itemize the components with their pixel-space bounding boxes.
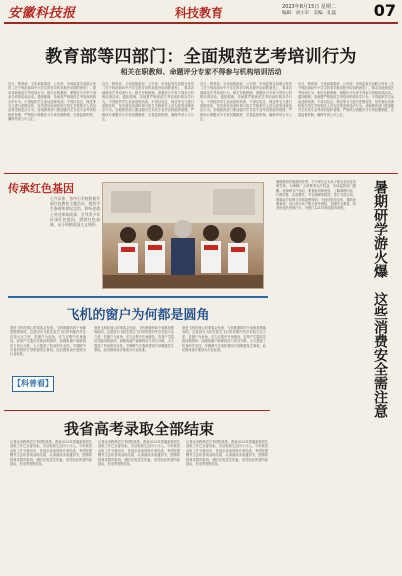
bottom-col-3: 记者从省教育招生考试院获悉，我省2023年普通高校招生录取工作已全部结束，共录取新生近四十万人。今年我省录取工作平稳有序，各批次录取均按计划完成。考试院提醒考生及时查询录取结果，认真阅读录取通知书，按照高校要求按时报到，谨防各类招生诈骗，切勿轻信所谓内部指标、补录等虚假信息。 [186,440,268,467]
vertical-title-1: 暑期研学游火爆 [372,180,388,278]
left-column-header: 传承红色基因 [8,182,74,195]
science-col-3: 乘坐飞机时细心的乘客会发现，飞机舷窗的四个角都是圆弧形的。这是因为飞机在高空飞行时机舱内外存在较大压力差，若窗户为直角，应力会集中在角落处，容易产生裂纹导致结构损坏；而圆角窗户能够将应力均匀分散，大大提高了机身的安全性。早期喷气式客机曾因方形舷窗发生事故，此后圆角设计便成为行业标准。 [182,326,266,353]
right-column-text: 暑期是研学旅游的旺季，不少家长会为孩子报名参加各类研学营。为保障广大消费者合法权益，市场监管部门提醒：选择研学产品时，要查验机构资质，了解课程内容、行程安排、住宿餐饮、安全保障等情况；签订书面合同，明确双方权利义务和退费规则；不轻信低价宣传，谨防虚假承诺；出行前为孩子购买意外保险，加强安全教育。如发现违法违规行为，可拨打12315热线投诉举报。 [276,180,356,211]
main-article-col-3: 近日，教育部、文化和旅游部、公安部、市场监管总局联合发布《关于规范面向中小学生的非学科类校外培训的意见》，要求各地规范艺考培训行为，相关在职教师、命题评分专家不得参与机构培训活动。通知强调，各地要严格规范艺考培训机构办学行为，不得组织学生参加违规培训，不得以包过、保过等名义进行虚假宣传，坚决查处培训机构与招生学校相关人员勾连等违规违法行为。各地教育部门要加强对艺术类专业考试的组织管理，严格执行命题评分专家回避制度，完善监督机制，确保考试公平公正。 [200,82,292,122]
main-article-col-4: 近日，教育部、文化和旅游部、公安部、市场监管总局联合发布《关于规范面向中小学生的非学科类校外培训的意见》，要求各地规范艺考培训行为，相关在职教师、命题评分专家不得参与机构培训活动。通知强调，各地要严格规范艺考培训机构办学行为，不得组织学生参加违规培训，不得以包过、保过等名义进行虚假宣传，坚决查处培训机构与招生学校相关人员勾连等违规违法行为。各地教育部门要加强对艺术类专业考试的组织管理，严格执行命题评分专家回避制度，完善监督机制，确保考试公平公正。 [298,82,394,117]
bottom-col-2: 记者从省教育招生考试院获悉，我省2023年普通高校招生录取工作已全部结束，共录取新生近四十万人。今年我省录取工作平稳有序，各批次录取均按计划完成。考试院提醒考生及时查询录取结果，认真阅读录取通知书，按照高校要求按时报到，谨防各类招生诈骗，切勿轻信所谓内部指标、补录等虚假信息。 [98,440,180,467]
students-photo [102,182,264,289]
section-title: 科技教育 [175,6,224,20]
science-headline: 飞机的窗户为何都是圆角 [66,308,210,323]
bottom-headline: 我省高考录取全部结束 [63,420,214,438]
students-photo-illustration [103,183,263,288]
science-tag-box [12,376,54,392]
section-divider [4,173,398,174]
newspaper-logo: 安徽科技报 [8,6,76,21]
main-subheadline: 相关在职教师、命题评分专家不得参与机构培训活动 [120,68,282,76]
left-column-text: 七月以来，各中小学校积极开展红色教育主题活动，组织学生参观革命纪念馆、聆听老战士讲述革命故事，引导青少年传承红色基因、赓续红色血脉，从小厚植爱国主义情怀。 [50,196,100,228]
page-number: 07 [373,1,396,20]
science-tag: 【科普看】 [13,379,53,388]
bottom-col-1: 记者从省教育招生考试院获悉，我省2023年普通高校招生录取工作已全部结束，共录取新生近四十万人。今年我省录取工作平稳有序，各批次录取均按计划完成。考试院提醒考生及时查询录取结果，认真阅读录取通知书，按照高校要求按时报到，谨防各类招生诈骗，切勿轻信所谓内部指标、补录等虚假信息。 [10,440,92,467]
issue-date: 2023年8月15日 星期二 [282,4,336,10]
science-col-1: 乘坐飞机时细心的乘客会发现，飞机舷窗的四个角都是圆弧形的。这是因为飞机在高空飞行时机舱内外存在较大压力差，若窗户为直角，应力会集中在角落处，容易产生裂纹导致结构损坏；而圆角窗户能够将应力均匀分散，大大提高了机身的安全性。早期喷气式客机曾因方形舷窗发生事故，此后圆角设计便成为行业标准。 [10,326,86,357]
main-article-col-2: 近日，教育部、文化和旅游部、公安部、市场监管总局联合发布《关于规范面向中小学生的非学科类校外培训的意见》，要求各地规范艺考培训行为，相关在职教师、命题评分专家不得参与机构培训活动。通知强调，各地要严格规范艺考培训机构办学行为，不得组织学生参加违规培训，不得以包过、保过等名义进行虚假宣传，坚决查处培训机构与招生学校相关人员勾连等违规违法行为。各地教育部门要加强对艺术类专业考试的组织管理，严格执行命题评分专家回避制度，完善监督机制，确保考试公平公正。 [102,82,194,122]
header-rule [4,22,398,24]
main-headline: 教育部等四部门：全面规范艺考培训行为 [45,47,357,67]
science-top-rule [8,296,268,298]
editor-credit: 编辑：刘小军 美编：孔磊 [282,11,336,16]
science-bottom-rule [4,410,270,411]
science-col-2: 乘坐飞机时细心的乘客会发现，飞机舷窗的四个角都是圆弧形的。这是因为飞机在高空飞行时机舱内外存在较大压力差，若窗户为直角，应力会集中在角落处，容易产生裂纹导致结构损坏；而圆角窗户能够将应力均匀分散，大大提高了机身的安全性。早期喷气式客机曾因方形舷窗发生事故，此后圆角设计便成为行业标准。 [94,326,174,353]
vertical-title-2: 这些消费安全需注意 [372,292,388,418]
main-article-col-1: 近日，教育部、文化和旅游部、公安部、市场监管总局联合发布《关于规范面向中小学生的非学科类校外培训的意见》，要求各地规范艺考培训行为，相关在职教师、命题评分专家不得参与机构培训活动。通知强调，各地要严格规范艺考培训机构办学行为，不得组织学生参加违规培训，不得以包过、保过等名义进行虚假宣传，坚决查处培训机构与招生学校相关人员勾连等违规违法行为。各地教育部门要加强对艺术类专业考试的组织管理，严格执行命题评分专家回避制度，完善监督机制，确保考试公平公正。 [8,82,96,122]
